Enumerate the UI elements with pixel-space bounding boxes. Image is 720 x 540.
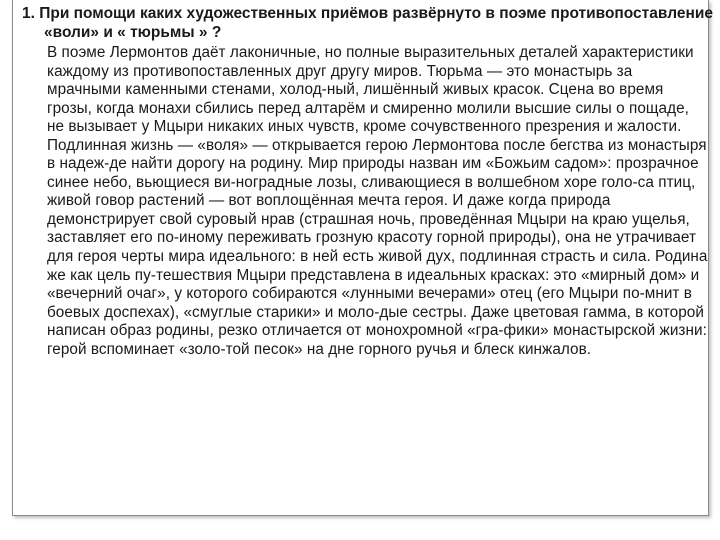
question-heading: 1. При помощи каких художественных приёмов развёрнуто в поэме противопоставление «воли» и « тюрьмы » ? xyxy=(22,5,713,41)
answer-paragraph: В поэме Лермонтов даёт лаконичные, но полные выразительных деталей характеристики каждому из противопоставленных друг другу миров. Тюрьма — это монастырь за мрачными каменными стенами, холод-ный, лишённый живых красок. Сцена во время грозы, когда монахи сбились перед алтарём и смиренно молили высшие силы о пощаде, не вызывает у Мцыри никаких иных чувств, кроме сочувственного презрения и жалости. Подлинная жизнь — «воля» — открывается герою Лермонтова после бегства из монастыря в надеж-де найти дорогу на родину. Мир природы назван им «Божьим садом»: прозрачное синее небо, вьющиеся ви-ноградные лозы, сливающиеся в волшебном хоре голо-са птиц, живой говор растений — вот воплощённая мечта героя. И даже когда природа демонстрирует свой суровый нрав (страшная ночь, проведённая Мцыри на краю ущелья, заставляет его по-иному переживать грозную красоту горной природы), она не утрачивает для героя черты мира идеального: в ней есть живой дух, подлинная страсть и сила. Родина же как цель пу-тешествия Мцыри представлена в идеальных красках: это «мирный дом» и «вечерний очаг», у которого собираются «лунными вечерами» отец (его Мцыри по-мнит в боевых доспехах), «смуглые старики» и моло-дые сестры. Даже цветовая гамма, в которой написан образ родины, резко отличается от монохромной «гра-фики» монастырской жизни: герой вспоминает «золо-той песок» на дне горного ручья и блеск кинжалов. xyxy=(47,44,708,358)
